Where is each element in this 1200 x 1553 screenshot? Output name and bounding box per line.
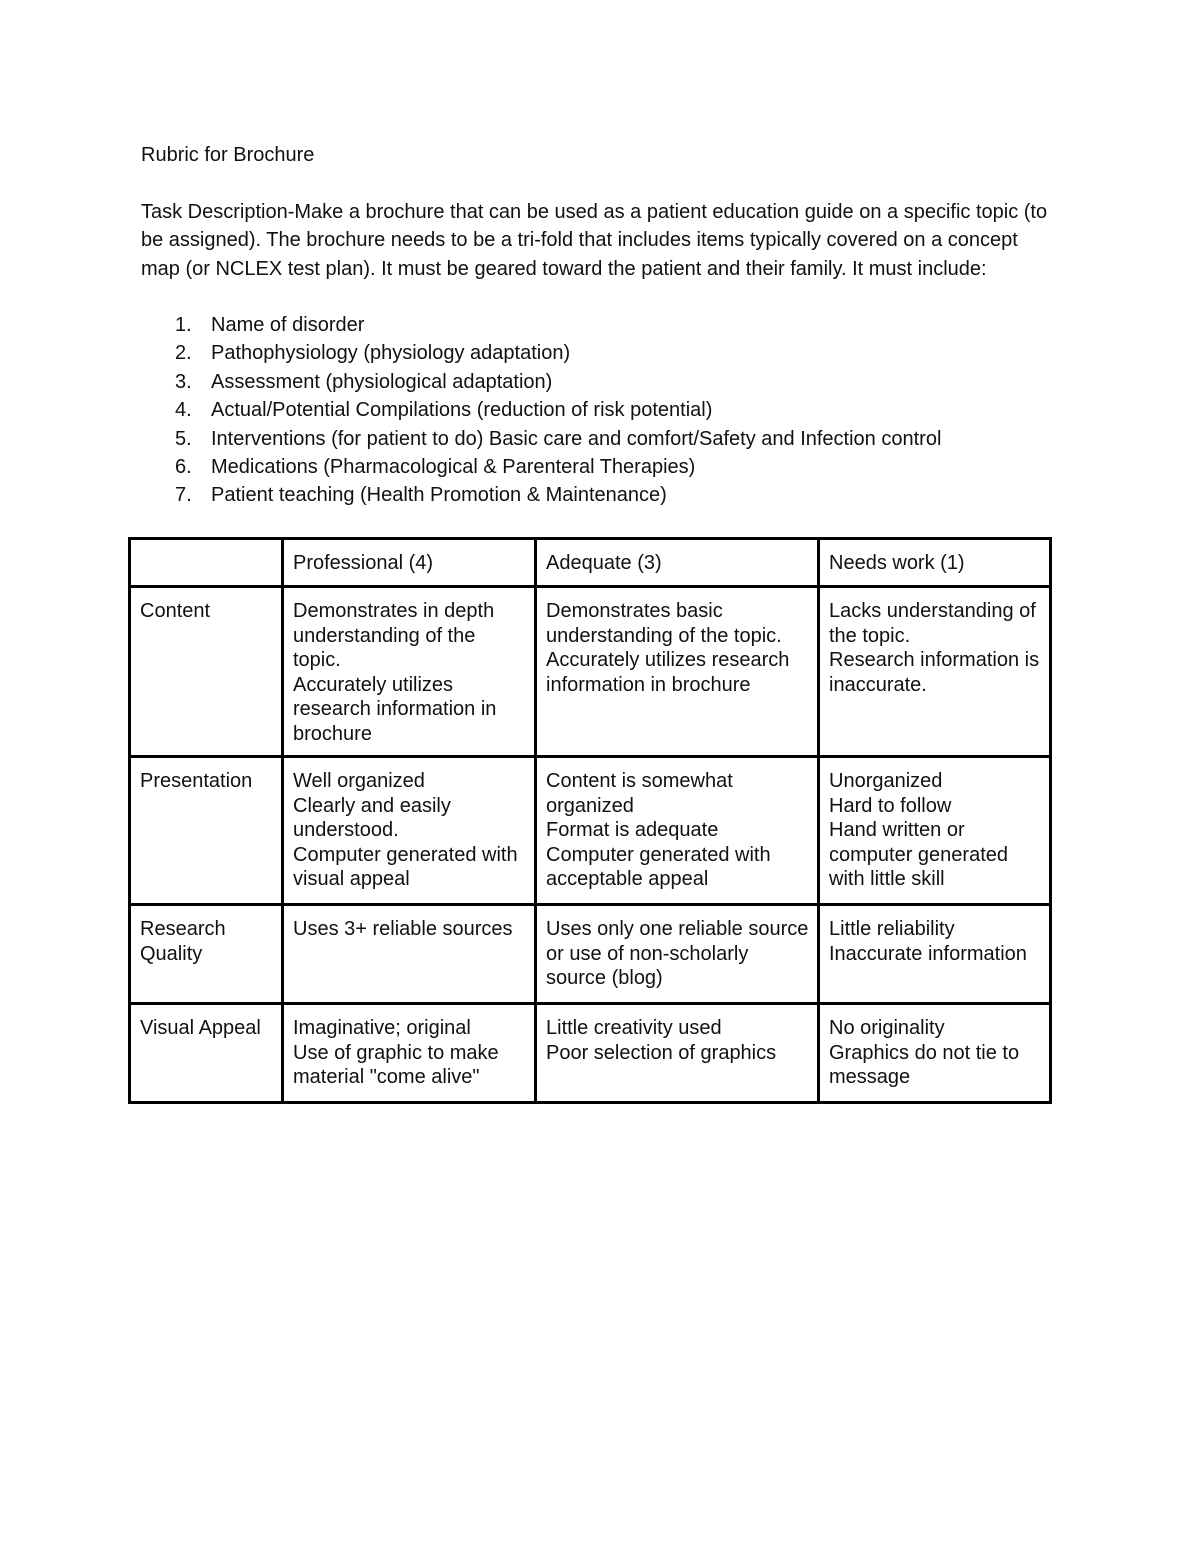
professional-cell: Imaginative; original Use of graphic to make material "come alive" — [283, 1004, 536, 1103]
criterion-cell: Research Quality — [130, 905, 283, 1004]
list-item — [141, 425, 1051, 453]
needs-work-cell: Little reliability Inaccurate information — [819, 905, 1051, 1004]
list-item-text: Patient teaching (Health Promotion & Maintenance) — [211, 484, 667, 507]
list-item-text: Medications (Pharmacological & Parenteral Therapies) — [211, 455, 696, 478]
header-cell-adequate: Adequate (3) — [536, 539, 819, 587]
table-row — [130, 1004, 1051, 1103]
requirements-list — [141, 311, 1051, 510]
adequate-cell: Demonstrates basic understanding of the topic. Accurately utilizes research information in brochure — [536, 587, 819, 757]
task-description-text: Task Description-Make a brochure that can be used as a patient education guide on a specific topic (to be assigned). The brochure needs to be a tri-fold that includes items typically covered on a concept map (or NCLEX test plan). It must be geared toward the patient and their family. It must include: — [141, 201, 1048, 280]
list-item-number: 7. — [175, 484, 192, 507]
list-item-number: 6. — [175, 455, 192, 478]
criterion-cell: Content — [130, 587, 283, 757]
header-cell-criterion — [130, 539, 283, 587]
professional-cell: Demonstrates in depth understanding of the topic. Accurately utilizes research information in brochure — [283, 587, 536, 757]
list-item — [141, 311, 1051, 339]
table-header-row — [130, 539, 1051, 587]
adequate-cell: Uses only one reliable source or use of non-scholarly source (blog) — [536, 905, 819, 1004]
needs-work-cell: Unorganized Hard to follow Hand written or computer generated with little skill — [819, 757, 1051, 905]
professional-cell: Well organized Clearly and easily understood. Computer generated with visual appeal — [283, 757, 536, 905]
list-item-number: 2. — [175, 342, 192, 365]
list-item — [141, 368, 1051, 396]
list-item — [141, 339, 1051, 367]
table-row — [130, 905, 1051, 1004]
table-row — [130, 587, 1051, 757]
list-item — [141, 396, 1051, 424]
document-title: Rubric for Brochure — [141, 144, 315, 166]
adequate-cell: Content is somewhat organized Format is adequate Computer generated with acceptable appeal — [536, 757, 819, 905]
list-item-number: 4. — [175, 399, 192, 422]
rubric-table — [128, 537, 1052, 1104]
list-item-number: 5. — [175, 427, 192, 450]
list-item-text: Pathophysiology (physiology adaptation) — [211, 342, 571, 365]
list-item — [141, 453, 1051, 481]
criterion-cell: Visual Appeal — [130, 1004, 283, 1103]
professional-cell: Uses 3+ reliable sources — [283, 905, 536, 1004]
list-item-text: Interventions (for patient to do) Basic care and comfort/Safety and Infection control — [211, 427, 942, 450]
criterion-cell: Presentation — [130, 757, 283, 905]
table-row — [130, 757, 1051, 905]
list-item-text: Assessment (physiological adaptation) — [211, 370, 553, 393]
list-item-text: Actual/Potential Compilations (reduction of risk potential) — [211, 399, 713, 422]
list-item-number: 1. — [175, 314, 192, 336]
needs-work-cell: Lacks understanding of the topic. Research information is inaccurate. — [819, 587, 1051, 757]
list-item-number: 3. — [175, 370, 192, 393]
adequate-cell: Little creativity used Poor selection of graphics — [536, 1004, 819, 1103]
needs-work-cell: No originality Graphics do not tie to message — [819, 1004, 1051, 1103]
task-description — [141, 198, 1051, 283]
header-cell-needs-work: Needs work (1) — [819, 539, 1051, 587]
header-cell-professional: Professional (4) — [283, 539, 536, 587]
list-item-text: Name of disorder — [211, 314, 365, 336]
list-item — [141, 481, 1051, 509]
